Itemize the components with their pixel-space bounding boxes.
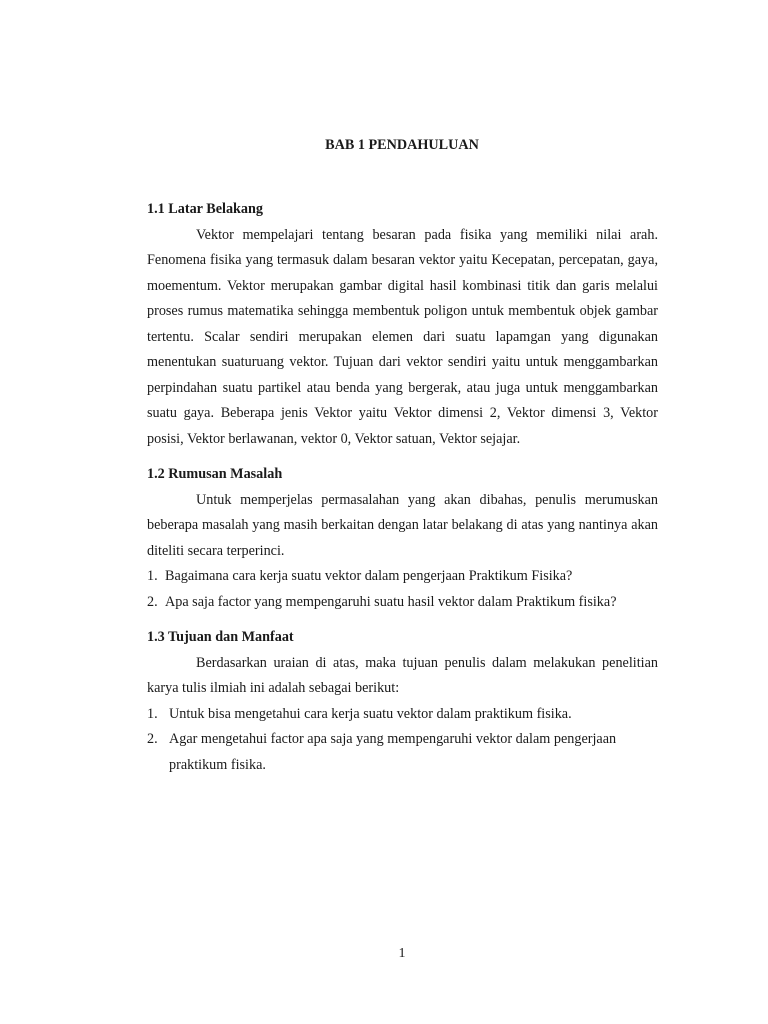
section-rumusan-masalah [147,462,658,615]
list-item-text: Apa saja factor yang mempengaruhi suatu hasil vektor dalam Praktikum fisika? [165,593,617,610]
list-item-number: 1. [147,705,158,722]
section-heading: 1.1 Latar Belakang [147,201,264,217]
list-item [147,702,658,728]
list-item-text: Agar mengetahui factor apa saja yang mempengaruhi vektor dalam pengerjaan praktikum fisika. [169,731,617,773]
list-item [147,590,658,616]
section-paragraph: Berdasarkan uraian di atas, maka tujuan penulis dalam melakukan penelitian karya tulis ilmiah ini adalah sebagai berikut: [147,654,658,696]
list-item-number: 2. [147,593,158,610]
list-item [147,727,658,778]
list-item-number: 1. [147,568,158,584]
numbered-list [147,564,658,615]
section-latar-belakang [147,197,658,452]
page-number: 1 [398,946,406,961]
list-item-text: Bagaimana cara kerja suatu vektor dalam pengerjaan Praktikum Fisika? [165,568,573,584]
list-item [147,564,658,590]
section-heading: 1.2 Rumusan Masalah [147,466,283,482]
list-item-text: Untuk bisa mengetahui cara kerja suatu vektor dalam praktikum fisika. [169,705,572,722]
list-item-number: 2. [147,731,158,747]
section-paragraph: Vektor mempelajari tentang besaran pada fisika yang memiliki nilai arah. Fenomena fisika yang termasuk dalam besaran vektor yaitu Kecepatan, percepatan, gaya, moementum. Vektor merupakan gambar digital hasil kombinasi titik dan garis melalui proses rumus matematika sehingga membentuk poligon untuk membentuk objek gambar tertentu. Scalar sendiri merupakan elemen dari suatu lapamgan yang digunakan menentukan suaturuang vektor. Tujuan dari vektor sendiri yaitu untuk menggambarkan perpindahan suatu partikel atau benda yang bergerak, atau juga untuk menggambarkan suatu gaya. Beberapa jenis Vektor yaitu Vektor dimensi 2, Vektor dimensi 3, Vektor posisi, Vektor berlawanan, vektor 0, Vektor satuan, Vektor sejajar. [147,226,658,447]
document-body [147,197,658,778]
numbered-list [147,702,658,779]
section-heading: 1.3 Tujuan dan Manfaat [147,629,294,645]
document-title: BAB 1 PENDAHULUAN [325,137,479,153]
section-paragraph: Untuk memperjelas permasalahan yang akan dibahas, penulis merumuskan beberapa masalah yang masih berkaitan dengan latar belakang di atas yang nantinya akan diteliti secara terperinci. [147,491,658,559]
section-tujuan-manfaat [147,625,658,778]
